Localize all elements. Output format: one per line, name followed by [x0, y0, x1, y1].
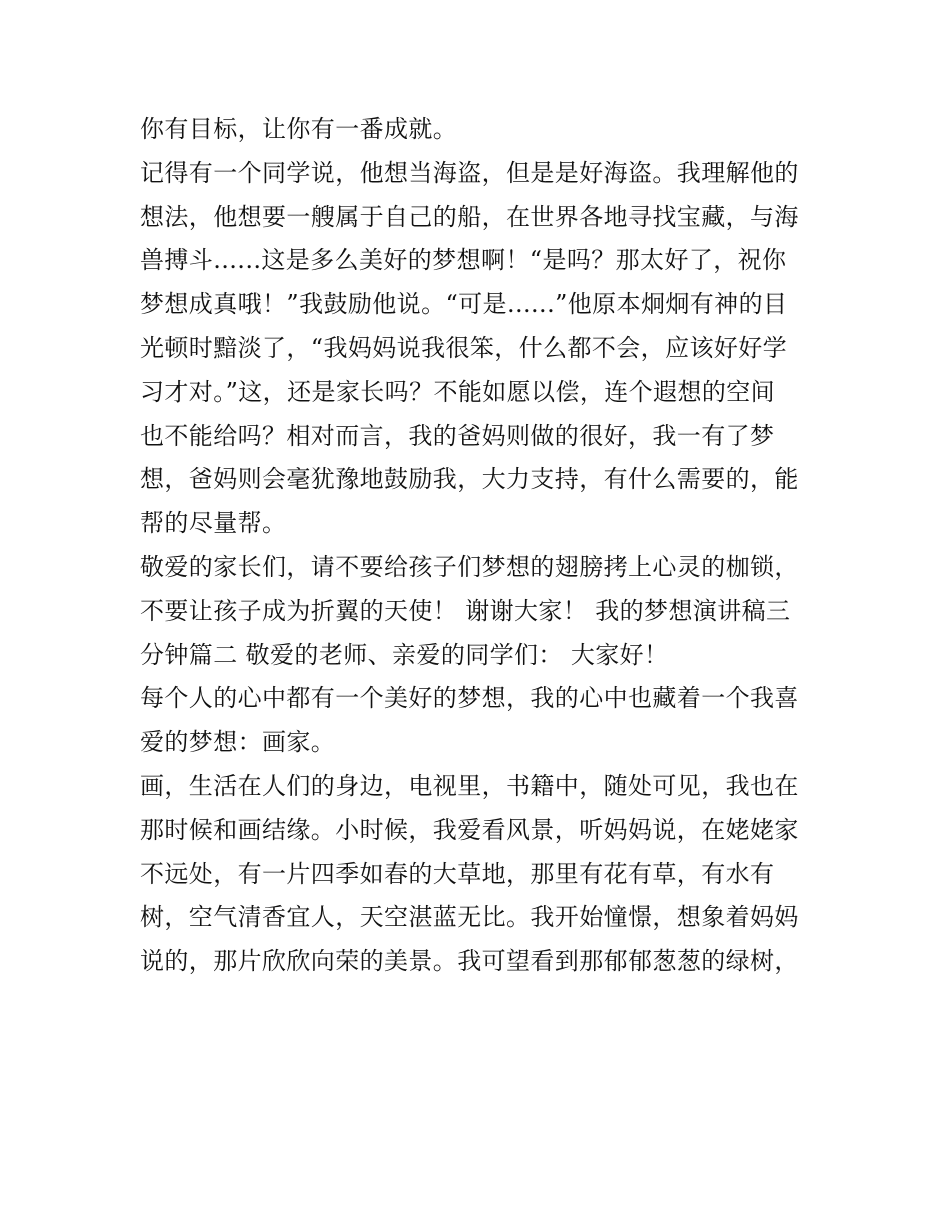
text-line: 兽搏斗......这是多么美好的梦想啊！“是吗？那太好了，祝你	[140, 246, 787, 275]
text-line: 帮的尽量帮。	[140, 509, 287, 538]
text-line: 不远处，有一片四季如春的大草地，那里有花有草，有水有	[140, 859, 775, 888]
text-line: 树，空气清香宜人，天空湛蓝无比。我开始憧憬，想象着妈妈	[140, 903, 799, 932]
text-line: 说的，那片欣欣向荣的美景。我可望看到那郁郁葱葱的绿树，	[140, 947, 799, 976]
text-line: 那时候和画结缘。小时候，我爱看风景，听妈妈说，在姥姥家	[140, 815, 799, 844]
text-line: 分钟篇二 敬爱的老师、亲爱的同学们： 大家好！	[140, 640, 669, 669]
text-line: 敬爱的家长们，请不要给孩子们梦想的翅膀拷上心灵的枷锁，	[140, 552, 799, 581]
text-line: 每个人的心中都有一个美好的梦想，我的心中也藏着一个我喜	[140, 684, 799, 713]
text-line: 也不能给吗？相对而言，我的爸妈则做的很好，我一有了梦	[140, 421, 775, 450]
text-line: 记得有一个同学说，他想当海盗，但是是好海盗。我理解他的	[140, 158, 799, 187]
text-line: 你有目标，让你有一番成就。	[140, 115, 458, 143]
text-line: 不要让孩子成为折翼的天使！ 谢谢大家！ 我的梦想演讲稿三	[140, 596, 791, 625]
text-line: 想，爸妈则会毫犹豫地鼓励我，大力支持，有什么需要的，能	[140, 465, 799, 494]
text-line: 爱的梦想：画家。	[140, 728, 336, 757]
text-line: 想法，他想要一艘属于自己的船，在世界各地寻找宝藏，与海	[140, 202, 799, 231]
text-line: 梦想成真哦！”我鼓励他说。“可是......”他原本炯炯有神的目	[140, 290, 788, 319]
text-line: 画，生活在人们的身边，电视里，书籍中，随处可见，我也在	[140, 771, 799, 800]
text-line: 光顿时黯淡了，“我妈妈说我很笨，什么都不会，应该好好学	[140, 333, 788, 362]
body-text	[140, 108, 820, 984]
text-line: 习才对。”这，还是家长吗？不能如愿以偿，连个遐想的空间	[140, 377, 776, 406]
